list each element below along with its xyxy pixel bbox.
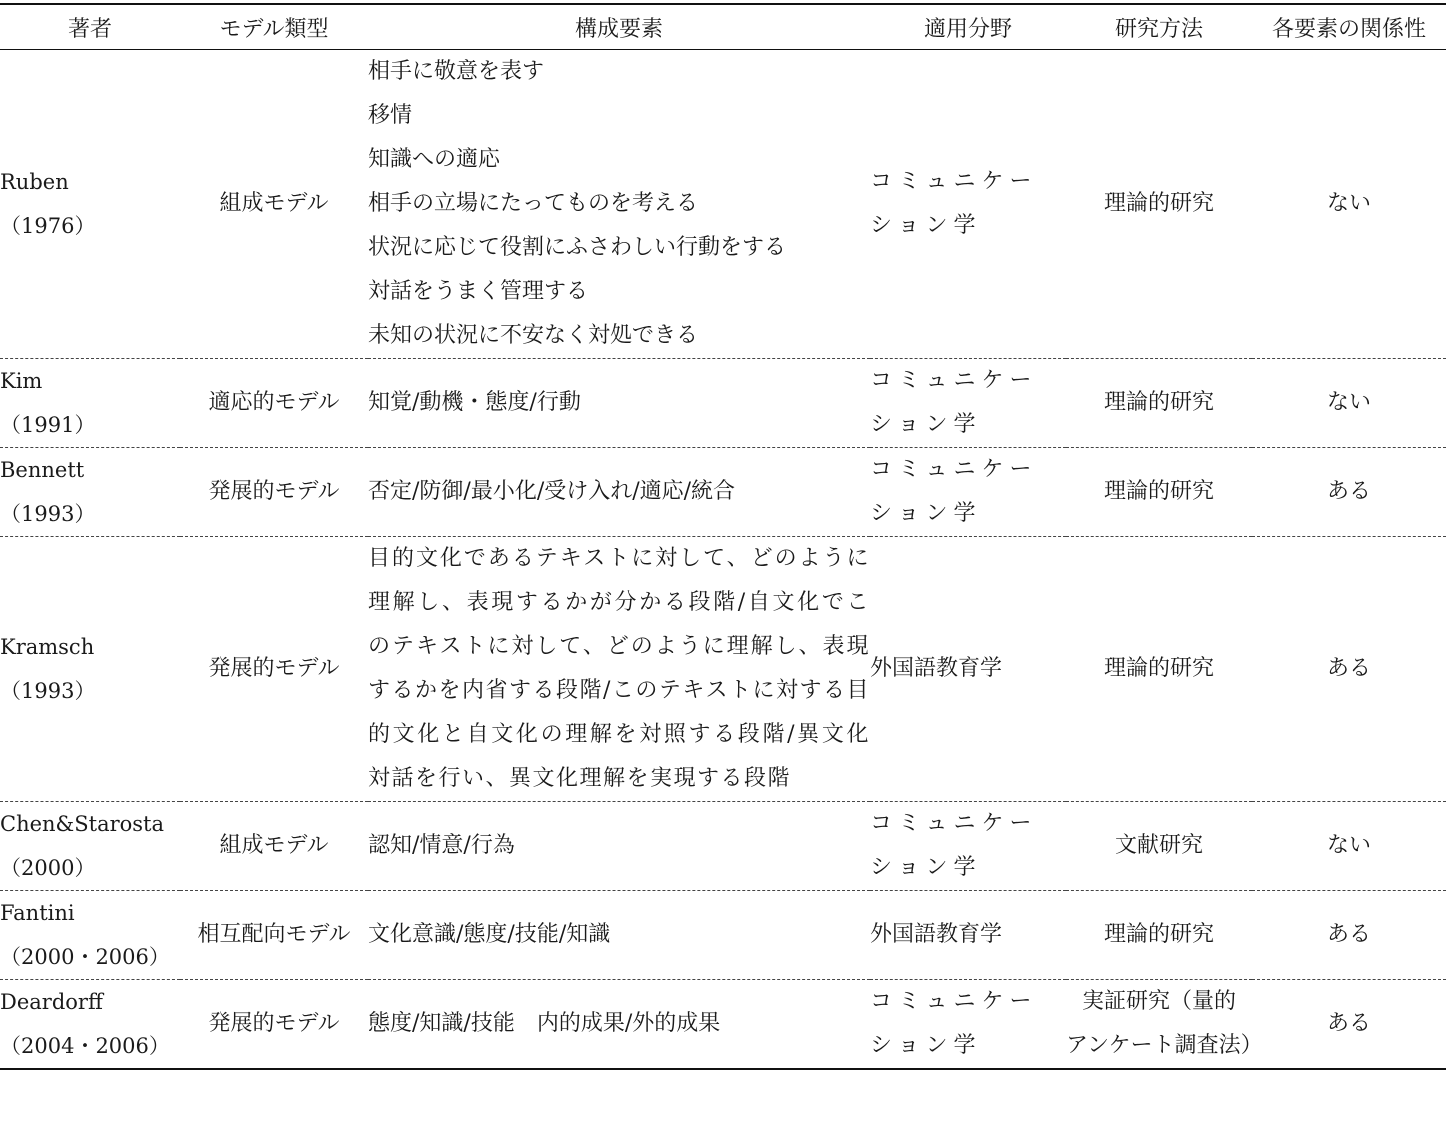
table-header-row (0, 4, 1446, 50)
components-cell (368, 891, 870, 980)
field-line: ション学 (870, 855, 982, 880)
field-cell: 外国語教育学 (870, 922, 1003, 947)
author-year: （1993） (0, 679, 96, 703)
components-paragraph: 目的文化であるテキストに対して、どのように理解し、表現するかが分かる段階/自文化でこのテキストに対して、どのように理解し、表現するかを内省する段階/このテキストに対する目的文化と自文化の理解を対照する段階/異文化対話を行い、異文化理解を実現する段階 (368, 546, 870, 791)
method-cell (1066, 537, 1252, 802)
method-line: 理論的研究 (1103, 922, 1214, 947)
author-cell (0, 980, 180, 1070)
components-cell (368, 448, 870, 537)
field-line: コミュニケー (870, 989, 1038, 1014)
table-row (0, 50, 1446, 359)
author-name: Deardorff (0, 990, 103, 1014)
author-name: Kramsch (0, 635, 95, 659)
author-name: Ruben (0, 170, 69, 194)
model-type-cell: 発展的モデル (208, 656, 340, 681)
field-cell (870, 448, 1066, 537)
model-type-cell: 相互配向モデル (197, 922, 351, 947)
components-cell (368, 50, 870, 359)
table-row (0, 891, 1446, 980)
table-row (0, 802, 1446, 891)
header-components: 構成要素 (574, 16, 663, 42)
relation-cell: ある (1326, 656, 1371, 681)
field-cell (870, 359, 1066, 448)
component-item: 移情 (368, 103, 413, 128)
model-type-cell: 適応的モデル (208, 390, 340, 415)
author-cell (0, 50, 180, 359)
author-name: Fantini (0, 901, 75, 925)
author-year: （1991） (0, 413, 96, 437)
header-method: 研究方法 (1114, 16, 1203, 42)
intercultural-competence-models-table (0, 3, 1446, 1070)
field-cell (870, 50, 1066, 359)
method-cell (1066, 50, 1252, 359)
component-item: 未知の状況に不安なく対処できる (368, 323, 699, 348)
author-cell (0, 537, 180, 802)
method-line: 理論的研究 (1103, 479, 1214, 504)
components-cell (368, 802, 870, 891)
author-cell (0, 891, 180, 980)
component-item: 文化意識/態度/技能/知識 (368, 922, 611, 947)
model-type-cell: 組成モデル (219, 833, 329, 858)
author-name: Kim (0, 369, 43, 393)
model-type-cell: 発展的モデル (208, 479, 340, 504)
component-item: 態度/知識/技能 内的成果/外的成果 (368, 1011, 721, 1036)
component-item: 相手に敬意を表す (368, 59, 545, 84)
component-item: 否定/防御/最小化/受け入れ/適応/統合 (368, 479, 736, 504)
table-row (0, 359, 1446, 448)
method-cell (1066, 980, 1263, 1070)
field-line: ション学 (870, 1033, 982, 1058)
model-type-cell: 発展的モデル (208, 1011, 340, 1036)
component-item: 知覚/動機・態度/行動 (368, 390, 581, 415)
component-item: 相手の立場にたってものを考える (368, 191, 699, 216)
field-line: コミュニケー (870, 457, 1038, 482)
author-cell (0, 802, 180, 891)
method-line: 理論的研究 (1103, 656, 1214, 681)
field-line: ション学 (870, 501, 982, 526)
relation-cell: ない (1326, 191, 1371, 216)
method-line: 実証研究（量的 (1081, 989, 1236, 1014)
method-line: 理論的研究 (1103, 390, 1214, 415)
components-cell (368, 537, 870, 802)
header-model-type: モデル類型 (219, 16, 329, 42)
field-line: ション学 (870, 213, 982, 238)
component-item: 認知/情意/行為 (368, 833, 515, 858)
component-item: 対話をうまく管理する (368, 279, 589, 304)
model-type-cell: 組成モデル (219, 191, 329, 216)
components-cell (368, 980, 870, 1070)
table-row (0, 980, 1446, 1070)
table-row (0, 448, 1446, 537)
method-line: 理論的研究 (1103, 191, 1214, 216)
relation-cell: ある (1326, 479, 1371, 504)
component-item: 知識への適応 (368, 147, 501, 172)
field-line: コミュニケー (870, 169, 1038, 194)
relation-cell: ある (1326, 1011, 1371, 1036)
author-year: （1976） (0, 214, 96, 238)
header-field: 適用分野 (923, 16, 1012, 42)
method-cell (1066, 802, 1252, 891)
table-row (0, 537, 1446, 802)
author-year: （2000） (0, 856, 96, 880)
author-name: Bennett (0, 458, 85, 482)
component-item: 状況に応じて役割にふさわしい行動をする (368, 235, 787, 260)
method-cell (1066, 891, 1252, 980)
method-line: 文献研究 (1114, 833, 1203, 858)
author-cell (0, 448, 180, 537)
author-year: （1993） (0, 502, 96, 526)
field-cell (870, 980, 1066, 1070)
field-line: コミュニケー (870, 368, 1038, 393)
author-year: （2000・2006） (0, 945, 170, 969)
header-author: 著者 (67, 16, 112, 42)
field-cell (870, 802, 1066, 891)
relation-cell: ない (1326, 833, 1371, 858)
field-line: ション学 (870, 412, 982, 437)
header-relation: 各要素の関係性 (1271, 16, 1426, 42)
components-cell (368, 359, 870, 448)
method-cell (1066, 359, 1252, 448)
field-line: コミュニケー (870, 811, 1038, 836)
method-cell (1066, 448, 1252, 537)
relation-cell: ある (1326, 922, 1371, 947)
author-name: Chen&Starosta (0, 812, 165, 836)
author-cell (0, 359, 180, 448)
method-line: アンケート調査法） (1066, 1033, 1263, 1058)
relation-cell: ない (1326, 390, 1371, 415)
author-year: （2004・2006） (0, 1034, 170, 1058)
field-cell: 外国語教育学 (870, 656, 1003, 681)
